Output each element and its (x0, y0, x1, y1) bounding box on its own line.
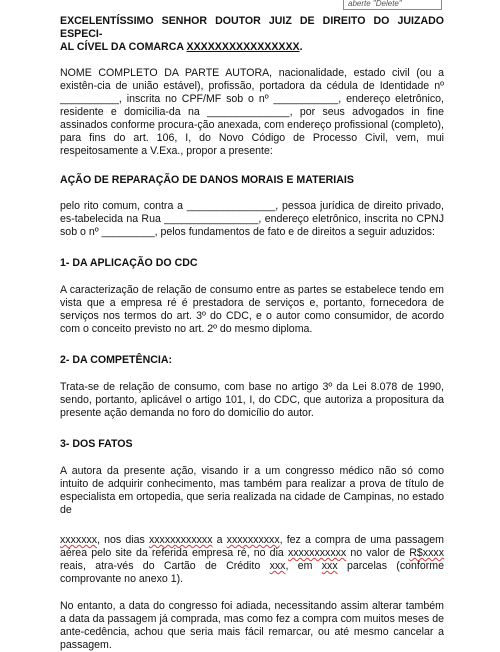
defendant-paragraph: pelo rito comum, contra a _______________, pessoa jurídica de direito privado, es-tabelecida na Rua ________________, endereço eletrônico, inscrita no CPNJ sob o nº _________, pelos fundamentos de fato e de direitos a seguir aduzidos: (60, 200, 444, 238)
facts-paragraph-3: No entanto, a data do congresso foi adiada, necessitando assim alterar também a data da passagem já comprada, mas como fez a compra com muitos meses de ante-cedência, achou que seria mais fácil remarcar, ou até mesmo cancelar a passagem. (60, 600, 444, 651)
placeholder-installments: xxx (321, 560, 338, 572)
addressee-line-1: EXCELENTÍSSIMO SENHOR DOUTOR JUIZ DE DIREITO DO JUIZADO ESPECI- (60, 15, 444, 40)
facts-paragraph-1: A autora da presente ação, visando ir a um congresso médico não só como intuito de adquirir conhecimento, mas também para realizar a prova de título de especialista em ortopedia, que seria realizada na cidade de Campinas, no estado de (60, 465, 444, 516)
placeholder-state: xxxxxxx (60, 534, 98, 546)
placeholder-amount: R$xxxx (409, 547, 444, 559)
section-facts-title: 3- DOS FATOS (60, 438, 133, 450)
placeholder-date-start: xxxxxxxxxxxx (148, 534, 213, 546)
intro-paragraph: NOME COMPLETO DA PARTE AUTORA, nacionalidade, estado civil (ou a existên-cia de união estável), profissão, portadora da cédula de Identidade nº __________, inscrita no CPF/MF sob o nº ___________, endereço eletrônico, residente e domicilia-da na ______________, por seus advogados in fine assinados conforme procura-ção anexada, com endereço profissional (completo), para fins do art. 106, I, do Novo Código de Processo Civil, vem, mui respeitosamente a V.Exa., propor a presente: (60, 67, 444, 157)
addressee-heading: EXCELENTÍSSIMO SENHOR DOUTOR JUIZ DE DIREITO DO JUIZADO ESPECI- AL CÍVEL DA COMARCA XXXXXXXXXXXXXXXX. (60, 15, 444, 53)
placeholder-purchase-date: xxxxxxxxxxx (287, 547, 347, 559)
section-cdc-text: A caracterização de relação de consumo entre as partes se estabelece tendo em vista que a empresa ré é prestadora de serviços e, portanto, fornecedora de serviços nos termos do art. 3º do CDC, e o autor como consumidor, de acordo com o conceito previsto no art. 2º do mesmo diploma. (60, 284, 444, 335)
section-cdc-title: 1- DA APLICAÇÃO DO CDC (60, 257, 198, 269)
action-title: AÇÃO DE REPARAÇÃO DE DANOS MORAIS E MATERIAIS (60, 174, 354, 186)
placeholder-card: xxx (269, 560, 286, 572)
document-tag-label: aberte "Delete" (343, 0, 442, 10)
petition-document (60, 15, 444, 652)
section-competence-title: 2- DA COMPETÊNCIA: (60, 354, 173, 366)
addressee-line-2: AL CÍVEL DA COMARCA (60, 41, 187, 53)
placeholder-date-end: xxxxxxxxxx (226, 534, 280, 546)
facts-paragraph-2: xxxxxxx, nos dias xxxxxxxxxxxx a xxxxxxxxxx, fez a compra de uma passagem aérea pelo site da referida empresa ré, no dia xxxxxxxxxxx no valor de R$xxxx reais, atra-vés do Cartão de Crédito xxx, em xxx parcelas (conforme comprovante no anexo 1). (60, 534, 444, 585)
section-competence-text: Trata-se de relação de consumo, com base no artigo 3º da Lei 8.078 de 1990, sendo, portanto, aplicável o artigo 101, I, do CDC, que autoriza a propositura da presente ação demanda no foro do domicílio do autor. (60, 381, 444, 419)
comarca-placeholder: XXXXXXXXXXXXXXXX (186, 41, 300, 53)
